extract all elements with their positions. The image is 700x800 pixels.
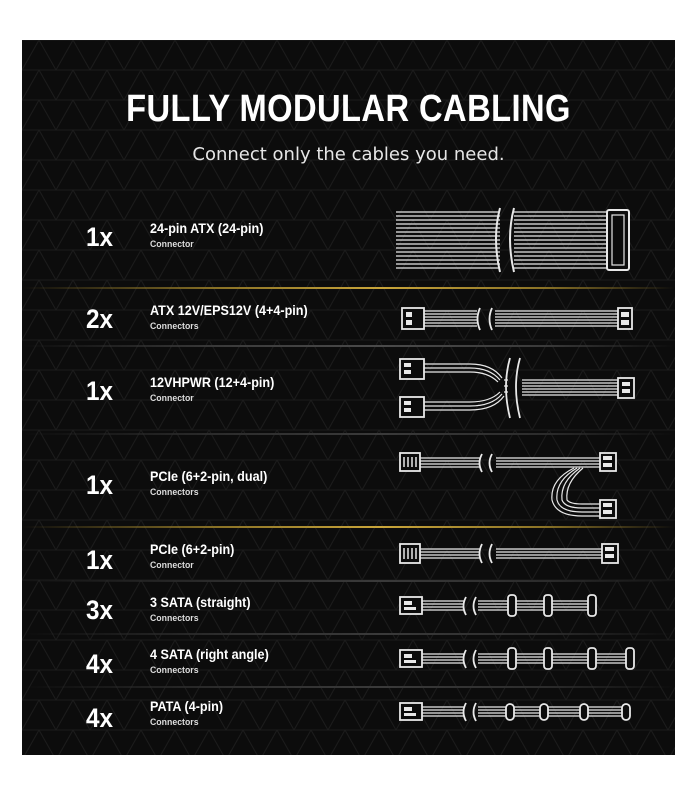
cable-quantity: 4x	[86, 703, 114, 733]
row-divider	[22, 526, 675, 528]
cable-quantity: 3x	[86, 595, 114, 625]
cable-quantity: 1x	[86, 376, 114, 406]
cable-name: 24-pin ATX (24-pin)	[150, 220, 264, 236]
cable-connector-label: Connectors	[150, 321, 199, 332]
cable-quantity: 1x	[86, 545, 114, 575]
row-divider	[22, 633, 675, 635]
cable-connector-label: Connector	[150, 393, 194, 404]
cable-name: 4 SATA (right angle)	[150, 646, 269, 662]
cabling-infographic	[22, 40, 675, 755]
cable-connector-label: Connectors	[150, 487, 199, 498]
cable-quantity: 2x	[86, 304, 114, 334]
row-divider	[22, 345, 675, 347]
row-divider	[22, 686, 675, 688]
row-divider	[22, 287, 675, 289]
cable-name: PATA (4-pin)	[150, 698, 224, 714]
cable-quantity: 1x	[86, 470, 114, 500]
page-subtitle: Connect only the cables you need.	[192, 144, 505, 165]
row-divider	[22, 433, 675, 435]
cable-connector-label: Connector	[150, 560, 194, 571]
page-title: FULLY MODULAR CABLING	[126, 88, 571, 130]
cable-name: 12VHPWR (12+4-pin)	[150, 374, 275, 390]
cable-name: PCIe (6+2-pin, dual)	[150, 468, 268, 484]
cable-connector-label: Connectors	[150, 717, 199, 728]
cable-connector-label: Connector	[150, 239, 194, 250]
cable-connector-label: Connectors	[150, 665, 199, 676]
cable-name: 3 SATA (straight)	[150, 594, 251, 610]
row-divider	[22, 580, 675, 582]
cable-connector-label: Connectors	[150, 613, 199, 624]
cable-quantity: 1x	[86, 222, 114, 252]
cable-name: ATX 12V/EPS12V (4+4-pin)	[150, 302, 308, 318]
cable-quantity: 4x	[86, 649, 114, 679]
cable-name: PCIe (6+2-pin)	[150, 541, 235, 557]
